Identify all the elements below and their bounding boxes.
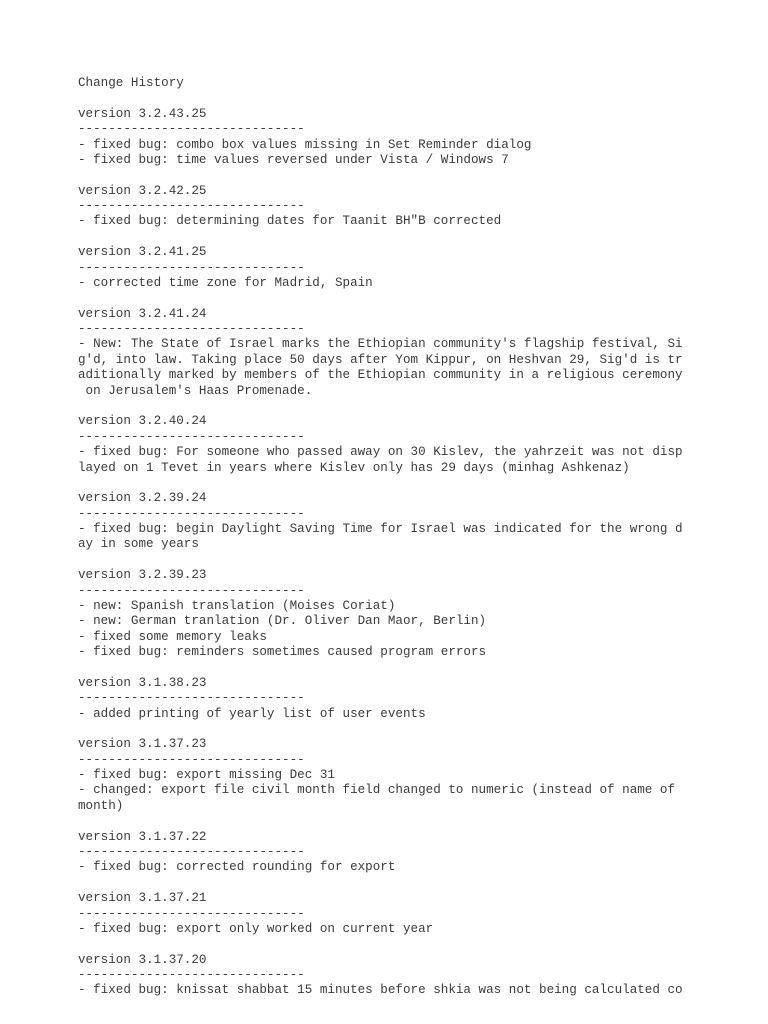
text-line: - added printing of yearly list of user events bbox=[78, 706, 426, 721]
separator-line: ------------------------------ bbox=[78, 506, 305, 521]
version-heading: version 3.2.42.25 bbox=[78, 183, 207, 198]
text-line: layed on 1 Tevet in years where Kislev only has 29 days (minhag Ashkenaz) bbox=[78, 460, 630, 475]
document-title: Change History bbox=[78, 76, 184, 90]
text-line: - new: German tranlation (Dr. Oliver Dan Maor, Berlin) bbox=[78, 614, 487, 629]
text-line: - corrected time zone for Madrid, Spain bbox=[78, 275, 373, 290]
text-line: - fixed bug: For someone who passed away on 30 Kislev, the yahrzeit was not disp bbox=[78, 445, 683, 460]
separator-line: ------------------------------ bbox=[78, 583, 305, 598]
version-heading: version 3.2.40.24 bbox=[78, 414, 207, 429]
separator-line: ------------------------------ bbox=[78, 691, 305, 706]
text-line: - fixed bug: reminders sometimes caused program errors bbox=[78, 645, 487, 660]
separator-line: ------------------------------ bbox=[78, 429, 305, 444]
separator-line: ------------------------------ bbox=[78, 845, 305, 859]
separator-line: ------------------------------ bbox=[78, 322, 305, 337]
text-line: - New: The State of Israel marks the Ethiopian community's flagship festival, Si bbox=[78, 337, 683, 352]
separator-line: ------------------------------ bbox=[78, 752, 305, 767]
text-line: g'd, into law. Taking place 50 days after Yom Kippur, on Heshvan 29, Sig'd is tr bbox=[78, 352, 683, 367]
version-heading: version 3.1.37.23 bbox=[78, 737, 207, 752]
text-line: - fixed bug: determining dates for Taanit BH"B corrected bbox=[78, 214, 502, 229]
separator-line: ------------------------------ bbox=[78, 199, 305, 214]
text-line: aditionally marked by members of the Ethiopian community in a religious ceremony bbox=[78, 368, 683, 383]
text-line: month) bbox=[78, 798, 124, 813]
separator-line: ------------------------------ bbox=[78, 906, 305, 921]
text-line: - fixed bug: export only worked on current year bbox=[78, 921, 434, 936]
separator-line: ------------------------------ bbox=[78, 968, 305, 983]
text-line: - new: Spanish translation (Moises Coriat) bbox=[78, 598, 396, 613]
text-line: - fixed some memory leaks bbox=[78, 629, 267, 644]
version-heading: version 3.2.43.25 bbox=[78, 106, 207, 121]
text-line: - changed: export file civil month field changed to numeric (instead of name of bbox=[78, 783, 676, 798]
version-heading: version 3.1.38.23 bbox=[78, 675, 207, 690]
version-heading: version 3.2.41.25 bbox=[78, 245, 207, 260]
separator-line: ------------------------------ bbox=[78, 260, 305, 275]
text-line: ay in some years bbox=[78, 537, 199, 552]
text-line: - fixed bug: knissat shabbat 15 minutes before shkia was not being calculated co bbox=[78, 983, 683, 998]
text-line: - fixed bug: export missing Dec 31 bbox=[78, 768, 335, 783]
separator-line: ------------------------------ bbox=[78, 122, 305, 137]
text-line: on Jerusalem's Haas Promenade. bbox=[78, 383, 313, 398]
version-heading: version 3.2.39.23 bbox=[78, 568, 207, 583]
text-line: - fixed bug: begin Daylight Saving Time for Israel was indicated for the wrong d bbox=[78, 522, 683, 537]
version-heading: version 3.1.37.21 bbox=[78, 891, 207, 906]
text-line: - fixed bug: combo box values missing in Set Reminder dialog bbox=[78, 137, 532, 152]
version-heading: version 3.1.37.22 bbox=[78, 829, 207, 844]
version-heading: version 3.1.37.20 bbox=[78, 952, 207, 967]
document-page bbox=[78, 0, 758, 1024]
version-heading: version 3.2.39.24 bbox=[78, 491, 207, 506]
version-heading: version 3.2.41.24 bbox=[78, 306, 207, 321]
text-line: - fixed bug: corrected rounding for export bbox=[78, 860, 396, 875]
text-line: - fixed bug: time values reversed under Vista / Windows 7 bbox=[78, 152, 509, 167]
